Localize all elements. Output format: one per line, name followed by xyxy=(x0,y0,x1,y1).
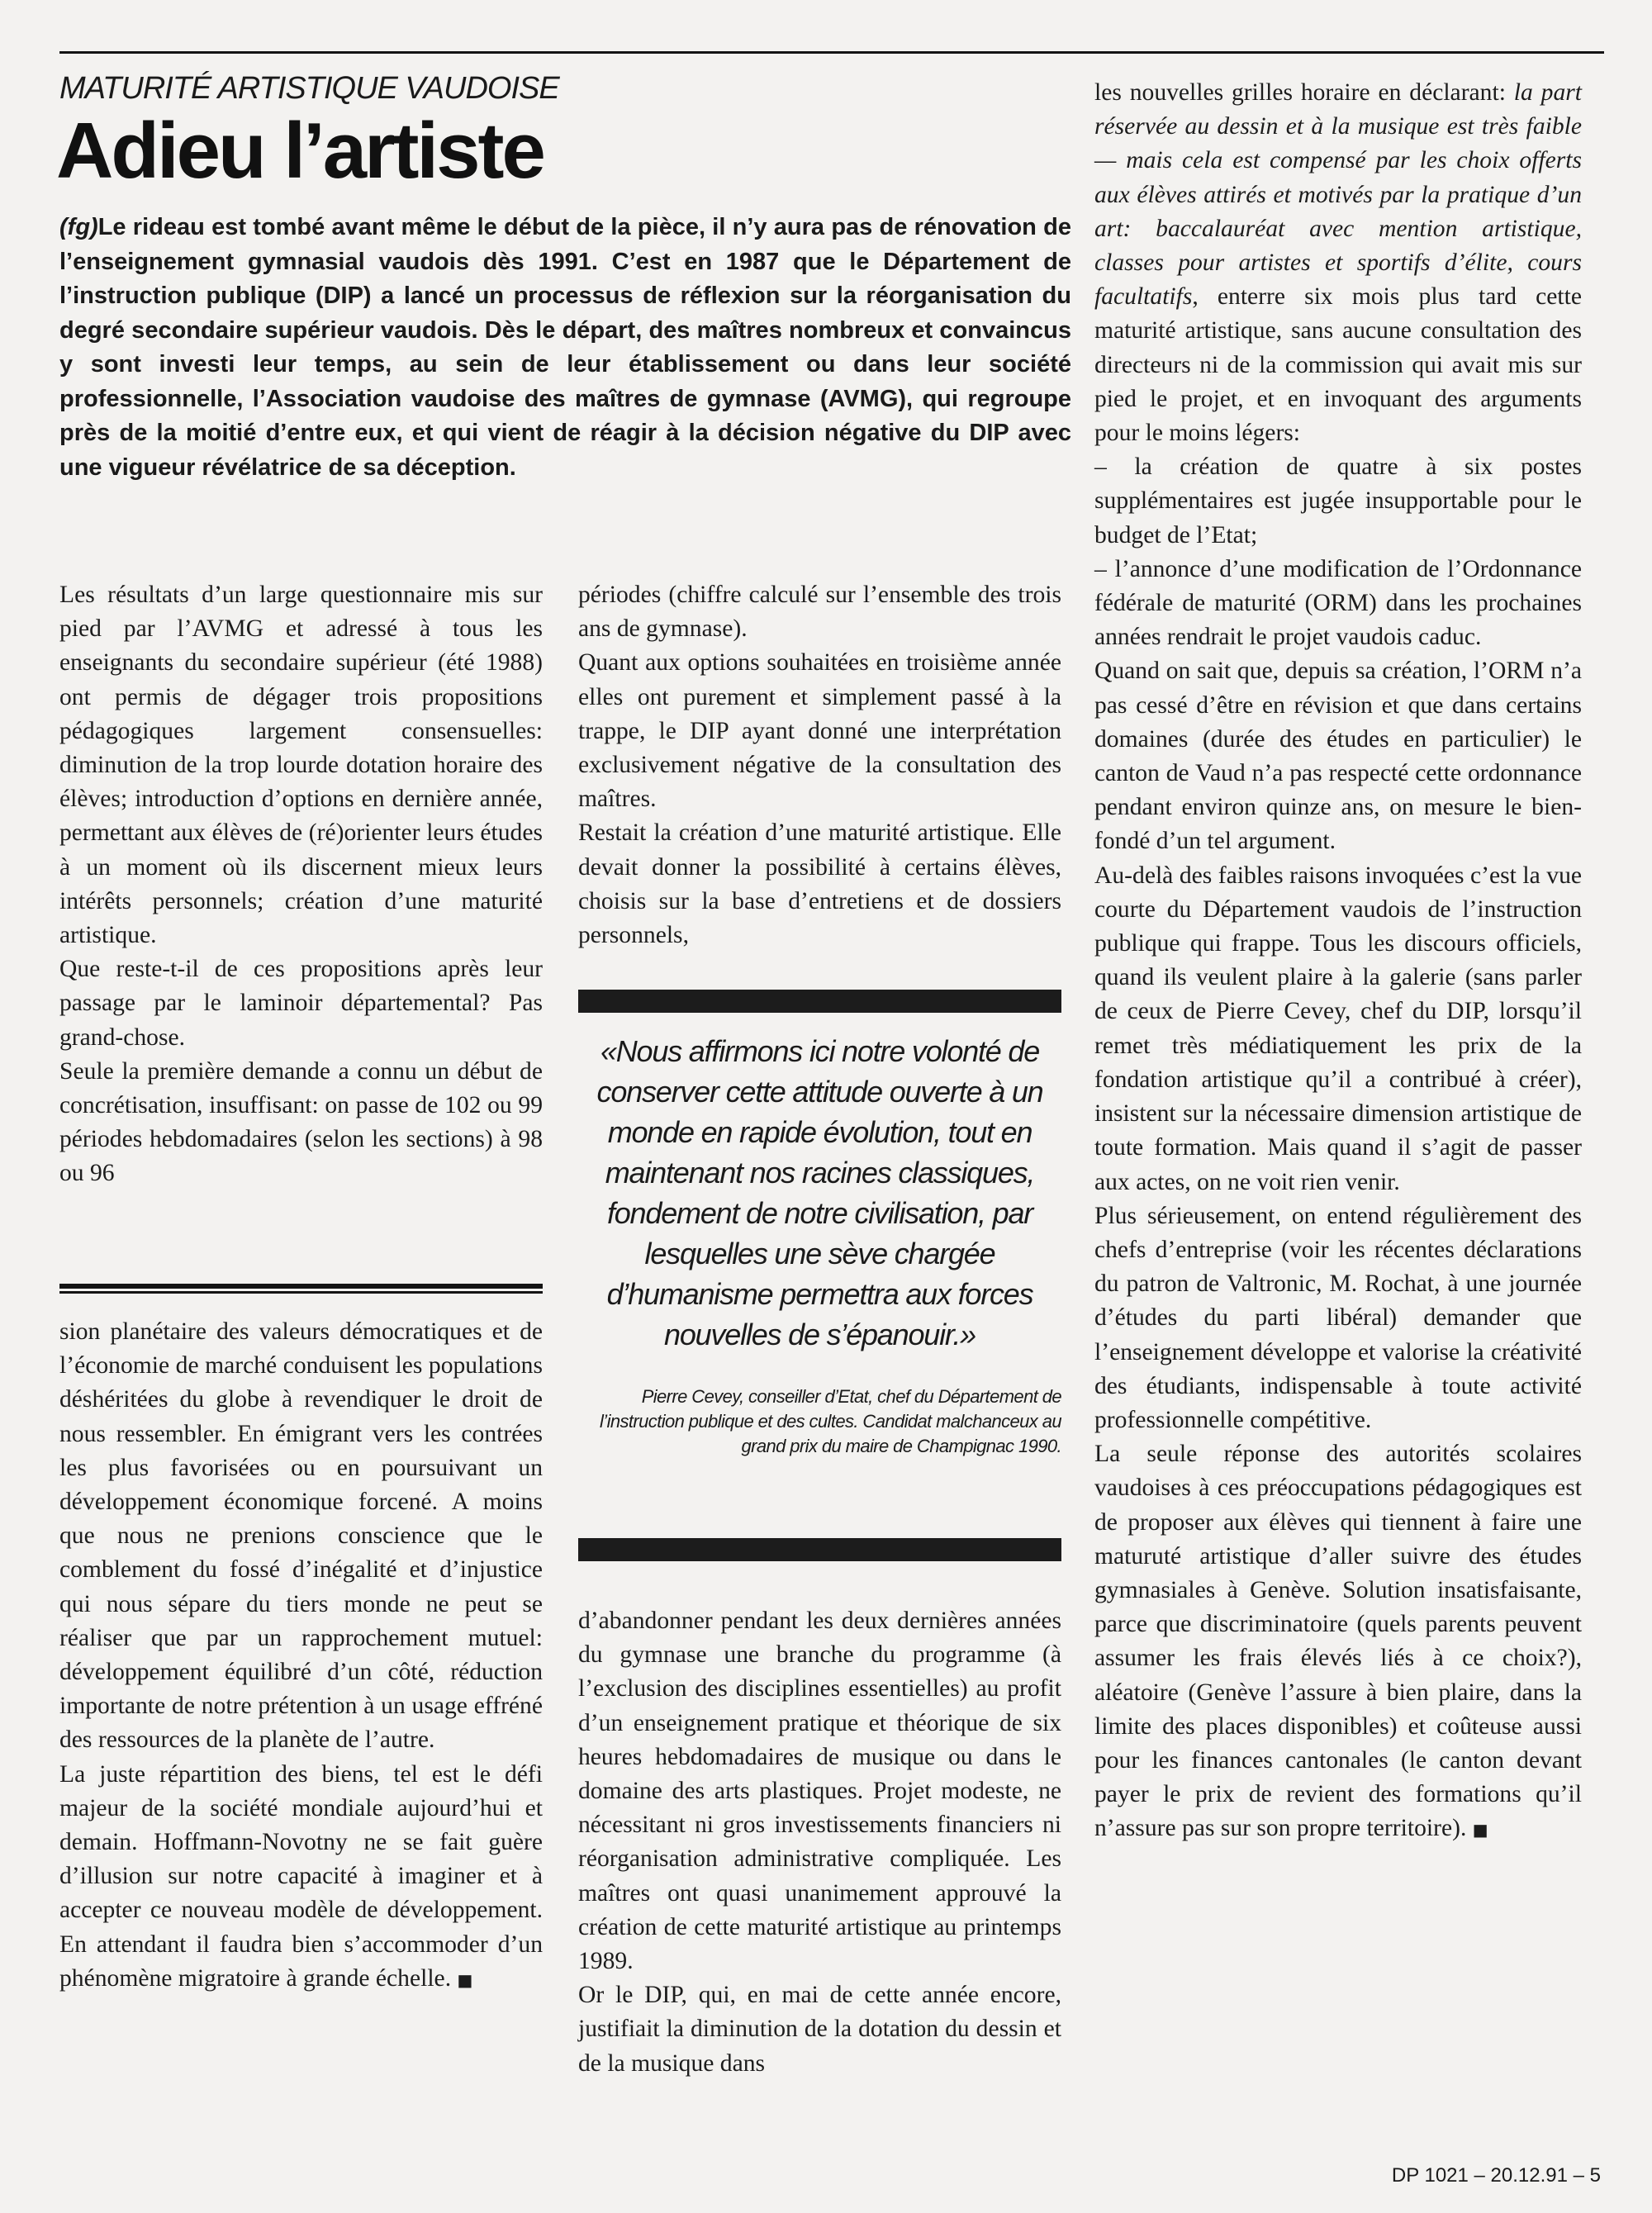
pull-quote: «Nous affirmons ici notre volonté de conserver cette attitude ouverte à un monde en rapide évolution, tout en maintenant nos racines classiques, fondement de notre civilisation, par lesquelles une sève chargée d’humanisme permettra aux forces nouvelles de s’épanouir.» xyxy=(596,1034,1043,1351)
body-paragraph: Quant aux options souhaitées en troisième année elles ont purement et simplement passé à la trappe, le DIP ayant donné une interprétation exclusivement négative de la consultation des maîtres. xyxy=(578,649,1061,813)
body-paragraph xyxy=(1094,1437,1582,1847)
lead-paragraph xyxy=(59,211,1071,485)
body-paragraph xyxy=(59,1758,543,1997)
body-paragraph: Restait la création d’une maturité artistique. Elle devait donner la possibilité à certains élèves, choisis sur la base d’entretiens et de dossiers personnels, xyxy=(578,819,1061,949)
byline: (fg) xyxy=(59,214,98,240)
page-folio: DP 1021 – 20.12.91 – 5 xyxy=(1391,2164,1601,2187)
body-paragraph: Au-delà des faibles raisons invoquées c’est la vue courte du Département vaudois de l’instruction publique qui frappe. Tous les discours officiels, quand ils veulent plaire à la galerie (sans parler de ceux de Pierre Cevey, chef du DIP, lorsqu’il remet très médiatiquement les prix de la fondation artistique qu’il a contribué à créer), insistent sur la nécessaire dimension artistique de toute formation. Mais quand il s’agit de passer aux actes, on ne voit rien venir. xyxy=(1094,862,1582,1195)
top-rule xyxy=(59,51,1604,54)
kicker: MATURITÉ ARTISTIQUE VAUDOISE xyxy=(59,71,559,106)
quote-attribution: Pierre Cevey, conseiller d’Etat, chef du Département de l’instruction publique et des cultes. Candidat malchanceux au grand prix du maire de Champignac 1990. xyxy=(600,1386,1061,1456)
body-paragraph: périodes (chiffre calculé sur l’ensemble des trois ans de gymnase). xyxy=(578,582,1061,643)
article-column-1 xyxy=(59,578,543,1239)
body-text: , enterre six mois plus tard cette maturité artistique, sans aucune consultation des directeurs ni de la commission qui avait mis sur pied le projet, et en invoquant des arguments pour le moins légers: xyxy=(1094,283,1582,447)
body-paragraph: Quand on sait que, depuis sa création, l’ORM n’a pas cessé d’être en révision et que dans certains domaines (durée des études en particulier) le canton de Vaud n’a pas respecté cette ordonnance pendant environ quinze ans, on mesure le bien-fondé d’un tel argument. xyxy=(1094,658,1582,855)
body-text: La juste répartition des biens, tel est le défi majeur de la société mondiale aujourd’hui et demain. Hoffmann-Novotny ne se fait guère d’illusion sur notre capacité à imaginer et à accepter ce nouveau modèle de développement. En attendant il faudra bien s’accommoder d’un phénomène migratoire à grande échelle. xyxy=(59,1760,543,1992)
article-column-2 xyxy=(578,578,1061,949)
quote-top-bar xyxy=(578,990,1061,1013)
body-paragraph: Or le DIP, qui, en mai de cette année encore, justifiait la diminution de la dotation du dessin et de la musique dans xyxy=(578,1982,1061,2077)
other-article-column xyxy=(59,1315,543,2133)
body-paragraph: Seule la première demande a connu un début de concrétisation, insuffisant: on passe de 102 ou 99 périodes hebdomadaires (selon les sections) à 98 ou 96 xyxy=(59,1057,543,1187)
article-column-2-continued xyxy=(578,1604,1061,2116)
article-title: Adieu l’artiste xyxy=(56,107,544,195)
end-mark: ■ xyxy=(457,1969,473,1990)
body-paragraph: Que reste-t-il de ces propositions après leur passage par le laminoir départemental? Pas grand-chose. xyxy=(59,956,543,1051)
body-text: La seule réponse des autorités scolaires vaudoises à ces préoccupations pédagogiques est de proposer aux élèves qui tiennent à faire une maturuté artistique d’aller suivre des études gymnasiales à Genève. Solution insatisfaisante, parce que discriminatoire (quels parents peuvent assumer les frais élevés liés à ce choix?), aléatoire (Genève l’assure à bien plaire, dans la limite des places disponibles) et coûteuse aussi pour les finances cantonales (le canton devant payer le prix de revient des formations qu’il n’assure pas sur son propre territoire). xyxy=(1094,1441,1582,1842)
body-paragraph xyxy=(1094,76,1582,450)
quote-bottom-bar xyxy=(578,1538,1061,1561)
section-divider xyxy=(59,1284,543,1294)
body-paragraph: – la création de quatre à six postes supplémentaires est jugée insupportable pour le budget de l’Etat; xyxy=(1094,454,1582,549)
body-paragraph: sion planétaire des valeurs démocratiques et de l’économie de marché conduisent les populations déshéritées du globe à revendiquer le droit de nous ressembler. En émigrant vers les contrées les plus favorisées ou en poursuivant un développement économique forcené. A moins que nous ne prenions conscience que le comblement du fossé d’inégalité et d’injustice qui nous sépare du tiers monde ne peut se réaliser que par un rapprochement mutuel: développement équilibré d’un côté, réduction importante de notre prétention à un usage effréné des ressources de la planète de l’autre. xyxy=(59,1318,543,1754)
quoted-statement: la part réservée au dessin et à la musique est très faible — mais cela est compensé par les choix offerts aux élèves attirés et motivés par la pratique d’un art: baccalauréat avec mention artistique, classes pour artistes et sportifs d’élite, cours facultatifs xyxy=(1094,79,1583,311)
body-paragraph: Les résultats d’un large questionnaire mis sur pied par l’AVMG et adressé à tous les enseignants du secondaire supérieur (été 1988) ont permis de dégager trois propositions pédagogiques largement consensuelles: diminution de la trop lourde dotation horaire des élèves; introduction d’options en dernière année, permettant aux élèves de (ré)orienter leurs études à un moment où ils discernent mieux leurs intérêts personnels; création d’une maturité artistique. xyxy=(59,582,543,949)
end-mark: ■ xyxy=(1472,1820,1488,1840)
article-column-3 xyxy=(1094,76,1582,2125)
body-text: les nouvelles grilles horaire en déclarant: xyxy=(1094,79,1514,106)
body-paragraph: d’abandonner pendant les deux dernières années du gymnase une branche du programme (à l’exclusion des disciplines essentielles) au profit d’un enseignement pratique et théorique de six heures hebdomadaires de musique ou dans le domaine des arts plastiques. Projet modeste, ne nécessitant ni gros investissements financiers ni réorganisation administrative compliquée. Les maîtres ont quasi unanimement approuvé la création de cette maturité artistique au printemps 1989. xyxy=(578,1608,1061,1975)
lead-text: Le rideau est tombé avant même le début de la pièce, il n’y aura pas de rénovation de l’enseignement gymnasial vaudois dès 1991. C’est en 1987 que le Département de l’instruction publique (DIP) a lancé un processus de réflexion sur la réorganisation du degré secondaire supérieur vaudois. Dès le départ, des maîtres nombreux et convaincus y sont investi leur temps, au sein de leur établissement ou dans leur société professionnelle, l’Association vaudoise des maîtres de gymnase (AVMG), qui regroupe près de la moitié d’entre eux, et qui vient de réagir à la décision négative du DIP avec une vigueur révélatrice de sa déception. xyxy=(59,214,1071,481)
body-paragraph: Plus sérieusement, on entend régulièrement des chefs d’entreprise (voir les récentes déclarations du patron de Valtronic, M. Rochat, à une journée d’études du parti libéral) demander que l’enseignement développe et valorise la créativité des étudiants, indispensable à toute activité professionnelle compétitive. xyxy=(1094,1202,1582,1433)
body-paragraph: – l’annonce d’une modification de l’Ordonnance fédérale de maturité (ORM) dans les prochaines années rendrait le projet vaudois caduc. xyxy=(1094,555,1582,651)
